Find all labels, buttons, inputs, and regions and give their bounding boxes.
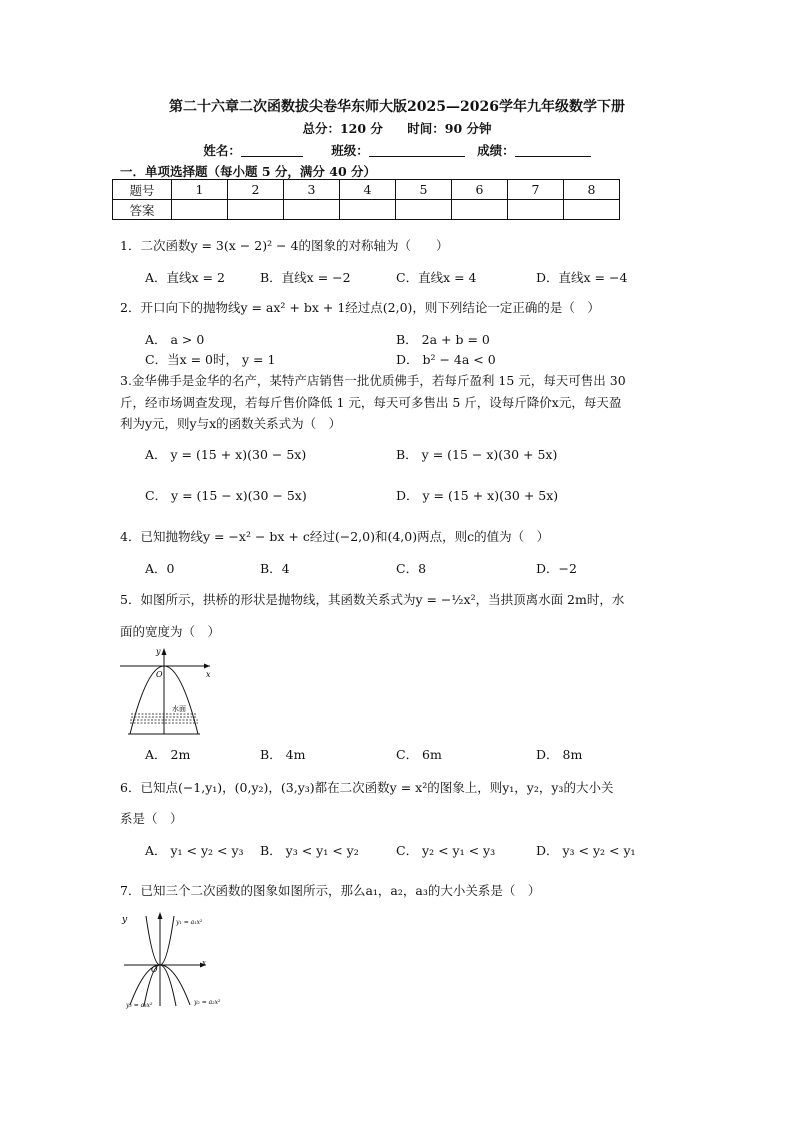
question-5-line1: 5．如图所示，拱桥的形状是抛物线，其函数关系式为y = −½x²，当拱顶离水面 2m时，水 [120,592,625,607]
arch-bridge-figure [118,646,218,738]
student-info [0,141,794,159]
q2-option-a: A． a > 0 [145,332,205,347]
water-surface-label: 水面 [172,705,186,713]
q3-option-c: C． y = (15 − x)(30 − 5x) [145,488,307,503]
q5-option-d: D． 8m [536,747,583,762]
origin-label: O [156,670,163,679]
question-6-line1: 6．已知点(−1,y₁)，(0,y₂)，(3,y₃)都在二次函数y = x²的图象上，则y₁，y₂，y₃的大小关 [120,780,614,795]
exam-meta [0,119,794,137]
question-4-stem: 4．已知抛物线y = −x² − bx + c经过(−2,0)和(4,0)两点，则c的值为（ ） [120,529,550,544]
question-3-line1: 3.金华佛手是金华的名产，某特产店销售一批优质佛手，若每斤盈利 15 元，每天可售出 30 [120,373,626,388]
name-label: 姓名： [203,143,241,158]
q6-option-b: B． y₃ < y₁ < y₂ [260,843,359,858]
q1-option-c: C．直线x = 4 [396,270,477,285]
q3-option-d: D． y = (15 + x)(30 + 5x) [396,488,559,503]
y-axis-label: y [156,647,161,656]
q6-option-d: D． y₃ < y₂ < y₁ [536,843,636,858]
q2-option-b: B． 2a + b = 0 [396,332,490,347]
origin-label: O [151,965,158,974]
question-7-stem: 7．已知三个二次函数的图象如图所示，那么a₁，a₂，a₃的大小关系是（ ） [120,883,541,898]
answer-cell[interactable] [284,200,340,220]
answer-cell[interactable] [564,200,620,220]
question-1-stem: 1．二次函数y = 3(x − 2)² − 4的图象的对称轴为（ ） [120,238,449,253]
q5-option-b: B． 4m [260,747,306,762]
table-cell: 2 [228,180,284,200]
exam-title: 第二十六章二次函数拔尖卷华东师大版2025—2026学年九年级数学下册 [169,99,625,115]
q4-option-a: A．0 [145,561,175,576]
q5-option-c: C． 6m [396,747,442,762]
x-axis-arrow [204,664,210,669]
table-cell: 7 [508,180,564,200]
table-header-cell: 答案 [113,200,172,220]
answer-cell[interactable] [228,200,284,220]
table-cell: 1 [172,180,228,200]
y-axis-arrow [158,912,163,919]
q5-option-a: A． 2m [145,747,191,762]
three-parabolas-figure [118,908,228,1010]
table-cell: 6 [452,180,508,200]
table-row [113,200,620,220]
q2-option-d: D． b² − 4a < 0 [396,352,496,367]
y-axis-arrow [162,648,167,655]
total-score: 总分：120 分 [302,121,383,136]
q6-option-a: A． y₁ < y₂ < y₃ [145,843,244,858]
q4-option-d: D．−2 [536,561,577,576]
table-cell: 3 [284,180,340,200]
q1-option-d: D．直线x = −4 [536,270,628,285]
x-axis-label: x [206,670,211,679]
x-axis-label: x [202,959,206,967]
answer-cell[interactable] [172,200,228,220]
q3-option-b: B． y = (15 − x)(30 + 5x) [396,447,558,462]
answer-table [112,179,620,220]
question-3-line2: 斤，经市场调查发现，若每斤售价降低 1 元，每天可多售出 5 斤，设每斤降价x元，每天盈 [120,395,622,410]
table-cell: 5 [396,180,452,200]
section-heading: 一．单项选择题（每小题 5 分，满分 40 分） [120,164,377,179]
question-5-line2: 面的宽度为（ ） [120,624,221,639]
q1-option-b: B．直线x = −2 [260,270,351,285]
question-2-stem: 2．开口向下的抛物线y = ax² + bx + 1经过点(2,0)，则下列结论一定正确的是（ ） [120,300,600,315]
q3-option-a: A． y = (15 + x)(30 − 5x) [145,447,307,462]
answer-cell[interactable] [452,200,508,220]
score-field[interactable] [515,143,591,157]
question-3-line3: 利为y元，则y与x的函数关系式为（ ） [120,416,342,431]
q6-option-c: C． y₂ < y₁ < y₃ [396,843,496,858]
class-field[interactable] [369,143,465,157]
y-axis-label: y [122,915,128,925]
class-label: 班级： [331,143,369,158]
answer-cell[interactable] [340,200,396,220]
curve-label-y3: y₃ = a₃x² [126,1002,153,1009]
table-cell: 8 [564,180,620,200]
score-label: 成绩： [477,143,515,158]
table-row [113,180,620,200]
time-limit: 时间：90 分钟 [407,121,492,136]
name-field[interactable] [241,143,303,157]
table-header-cell: 题号 [113,180,172,200]
q1-option-a: A．直线x = 2 [145,270,225,285]
question-6-line2: 系是（ ） [120,811,183,826]
answer-cell[interactable] [508,200,564,220]
curve-label-y1: y₁ = a₁x² [176,919,203,926]
table-cell: 4 [340,180,396,200]
answer-cell[interactable] [396,200,452,220]
q2-option-c: C．当x = 0时， y = 1 [145,352,276,367]
curve-label-y2: y₂ = a₂x² [194,999,221,1006]
q4-option-c: C．8 [396,561,427,576]
q4-option-b: B．4 [260,561,290,576]
